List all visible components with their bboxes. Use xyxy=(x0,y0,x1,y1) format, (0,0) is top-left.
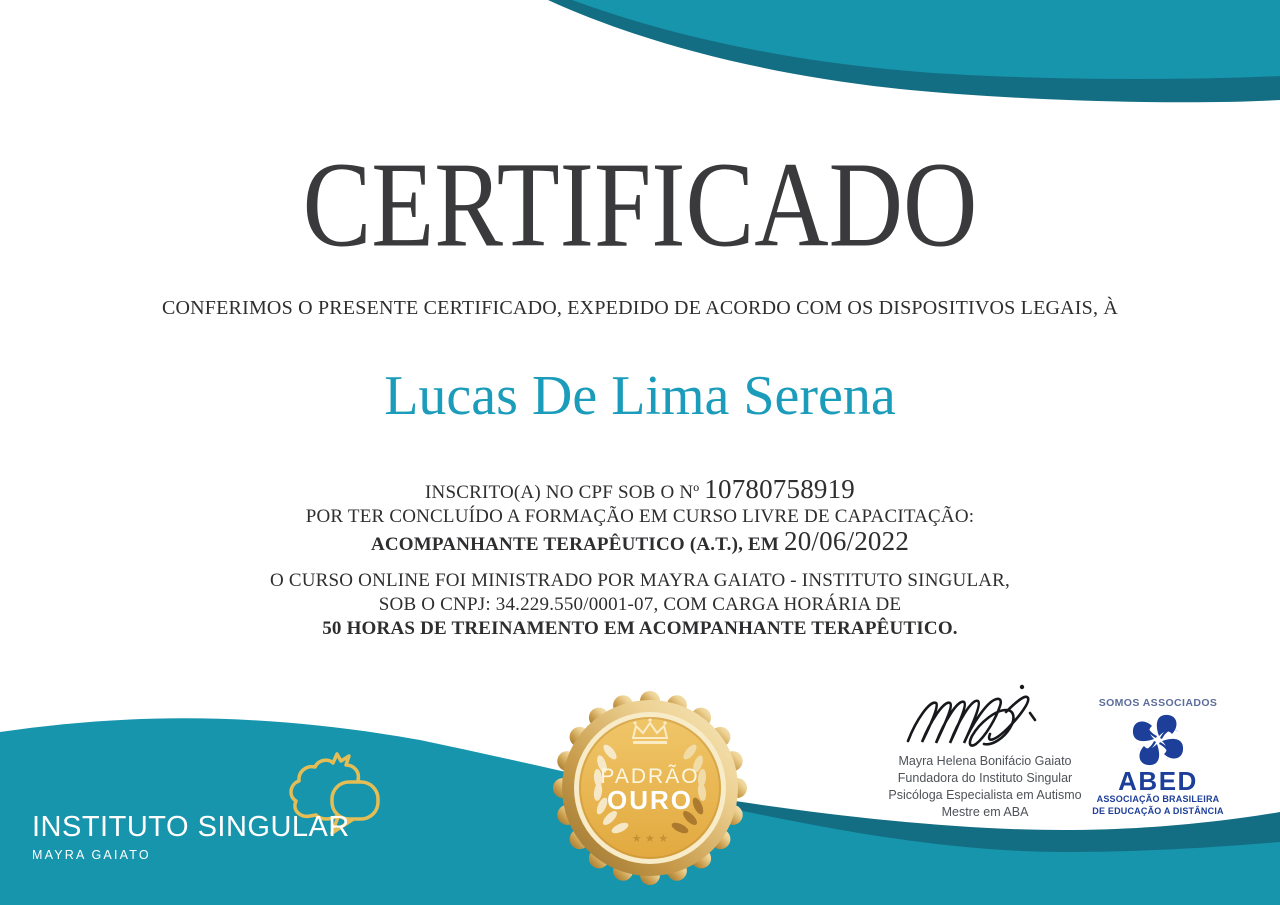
certificate-title-text: CERTIFICADO xyxy=(302,137,978,273)
institute-logo xyxy=(32,812,350,862)
institute-tagline: MAYRA GAIATO xyxy=(32,848,151,862)
institute-name: INSTITUTO SINGULAR xyxy=(32,811,350,843)
course-name: ACOMPANHANTE TERAPÊUTICO (A.T.), EM xyxy=(370,534,780,555)
badge-standard-label: PADRÃO xyxy=(600,765,700,788)
signatory-name: Mayra Helena Bonifácio Gaiato xyxy=(898,754,1072,768)
certificate-title xyxy=(0,137,1280,273)
course-intro-line: POR TER CONCLUÍDO A FORMAÇÃO EM CURSO LIVRE DE CAPACITAÇÃO: xyxy=(305,506,975,527)
provider-block xyxy=(0,569,1280,641)
abed-header: SOMOS ASSOCIADOS xyxy=(1098,697,1218,709)
abed-sub-2: DE EDUCAÇÃO A DISTÂNCIA xyxy=(1092,805,1224,816)
signatory-role-2: Psicóloga Especialista em Autismo xyxy=(888,788,1082,802)
signature-scribble xyxy=(880,675,1050,755)
recipient-name: Lucas De Lima Serena xyxy=(384,365,896,427)
provider-line-1: O CURSO ONLINE FOI MINISTRADO POR MAYRA GAIATO - INSTITUTO SINGULAR, xyxy=(269,570,1011,591)
gold-badge xyxy=(552,690,748,886)
cpf-number: 10780758919 xyxy=(704,474,855,504)
signatory-role-3: Mestre em ABA xyxy=(941,805,1029,819)
badge-stars: ★ ★ ★ xyxy=(631,832,669,845)
signatory-block xyxy=(855,753,1115,821)
course-line xyxy=(0,526,1280,557)
provider-line-2: SOB O CNPJ: 34.229.550/0001-07, COM CARGA HORÁRIA DE xyxy=(378,594,902,615)
abed-pinwheel-icon xyxy=(1130,712,1186,768)
provider-line-3: 50 HORAS DE TREINAMENTO EM ACOMPANHANTE TERAPÊUTICO. xyxy=(322,618,958,639)
abed-block xyxy=(1085,697,1231,817)
cpf-prefix: INSCRITO(A) NO CPF SOB O Nº xyxy=(425,482,705,503)
abed-sub-1: ASSOCIAÇÃO BRASILEIRA xyxy=(1096,794,1220,804)
abed-acronym: ABED xyxy=(1118,766,1198,796)
intro-text: CONFERIMOS O PRESENTE CERTIFICADO, EXPEDIDO DE ACORDO COM OS DISPOSITIVOS LEGAIS, À xyxy=(161,297,1119,319)
completion-date: 20/06/2022 xyxy=(784,526,910,556)
cpf-line xyxy=(0,474,1280,505)
signatory-role-1: Fundadora do Instituto Singular xyxy=(897,771,1073,785)
course-details-block xyxy=(0,474,1280,557)
badge-gold-label: OURO xyxy=(607,785,693,815)
